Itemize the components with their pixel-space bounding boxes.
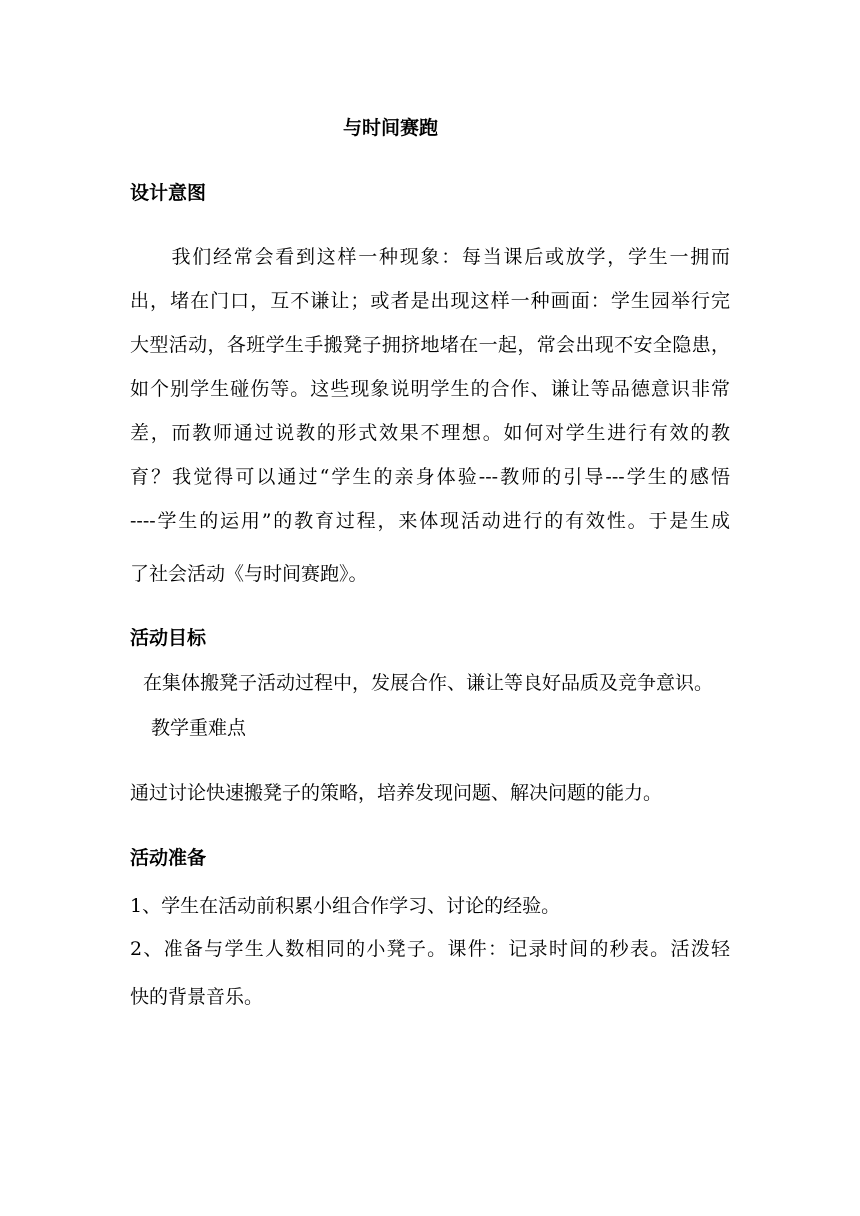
paragraph-line: 差，而教师通过说教的形式效果不理想。如何对学生进行有效的教 bbox=[130, 422, 730, 444]
paragraph-line: 了社会活动《与时间赛跑》。 bbox=[130, 563, 368, 585]
paragraph-line: 如个别学生碰伤等。这些现象说明学生的合作、谦让等品德意识非常 bbox=[130, 378, 730, 400]
paragraph-line: ----学生的运用”的教育过程，来体现活动进行的有效性。于是生成 bbox=[130, 510, 730, 532]
section-heading-activity-goal: 活动目标 bbox=[130, 627, 207, 649]
paragraph-line: 出，堵在门口，互不谦让；或者是出现这样一种画面：学生园举行完 bbox=[130, 290, 730, 312]
document-title: 与时间赛跑 bbox=[343, 117, 439, 139]
paragraph-line: 大型活动，各班学生手搬凳子拥挤地堵在一起，常会出现不安全隐患， bbox=[130, 334, 730, 356]
preparation-item-1: 1、学生在活动前积累小组合作学习、讨论的经验。 bbox=[130, 895, 561, 917]
preparation-item-2-line-2: 快的背景音乐。 bbox=[130, 986, 264, 1008]
section-heading-preparation: 活动准备 bbox=[130, 847, 207, 869]
section-heading-design-intent: 设计意图 bbox=[130, 182, 207, 204]
preparation-item-2-line-1: 2、准备与学生人数相同的小凳子。课件：记录时间的秒表。活泼轻 bbox=[130, 938, 730, 960]
key-points-text: 通过讨论快速搬凳子的策略，培养发现问题、解决问题的能力。 bbox=[130, 782, 663, 804]
activity-goal-text: 在集体搬凳子活动过程中，发展合作、谦让等良好品质及竞争意识。 bbox=[143, 672, 714, 694]
key-points-label: 教学重难点 bbox=[151, 717, 247, 739]
paragraph-line: 育？我觉得可以通过“学生的亲身体验---教师的引导---学生的感悟 bbox=[130, 466, 730, 488]
paragraph-line: 我们经常会看到这样一种现象：每当课后或放学，学生一拥而 bbox=[130, 246, 730, 268]
